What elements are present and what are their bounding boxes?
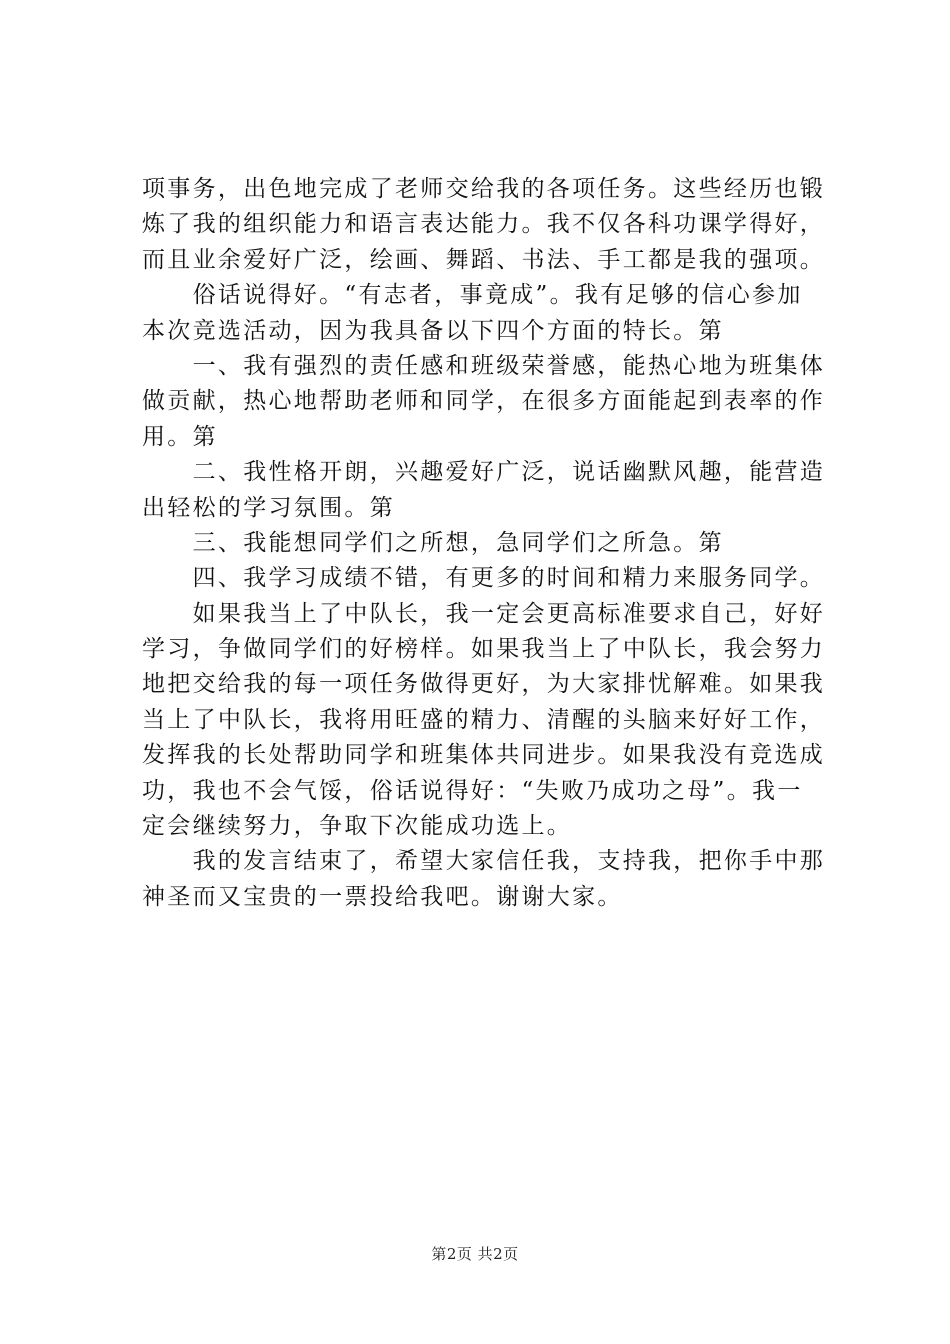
text-line: 俗话说得好。“有志者，事竟成”。我有足够的信心参加 — [142, 282, 803, 309]
text-line: 而且业余爱好广泛，绘画、舞蹈、书法、手工都是我的强项。 — [142, 246, 826, 273]
text-line: 神圣而又宝贵的一票投给我吧。谢谢大家。 — [142, 883, 623, 910]
text-line: 定会继续努力，争取下次能成功选上。 — [142, 813, 573, 840]
text-line: 发挥我的长处帮助同学和班集体共同进步。如果我没有竞选成 — [142, 742, 826, 769]
text-line: 我的发言结束了，希望大家信任我，支持我，把你手中那 — [142, 848, 826, 875]
page-number-footer: 第2页 共2页 — [431, 1245, 519, 1263]
text-line: 三、我能想同学们之所想，急同学们之所急。第 — [142, 529, 724, 556]
text-line: 项事务，出色地完成了老师交给我的各项任务。这些经历也锻 — [142, 176, 826, 202]
text-line: 一、我有强烈的责任感和班级荣誉感，能热心地为班集体 — [142, 352, 826, 379]
document-body — [142, 172, 826, 915]
text-line: 当上了中队长，我将用旺盛的精力、清醒的头脑来好好工作， — [142, 706, 826, 733]
text-line: 二、我性格开朗，兴趣爱好广泛，说话幽默风趣，能营造 — [142, 459, 826, 486]
text-line: 四、我学习成绩不错，有更多的时间和精力来服务同学。 — [142, 565, 826, 592]
text-line: 做贡献，热心地帮助老师和同学，在很多方面能起到表率的作 — [142, 388, 826, 415]
text-line: 本次竞选活动，因为我具备以下四个方面的特长。第 — [142, 317, 724, 344]
text-line: 学习，争做同学们的好榜样。如果我当上了中队长，我会努力 — [142, 636, 826, 663]
text-line: 出轻松的学习氛围。第 — [142, 494, 395, 521]
text-line: 如果我当上了中队长，我一定会更高标准要求自己，好好 — [142, 600, 826, 627]
text-line: 用。第 — [142, 423, 218, 450]
text-line: 地把交给我的每一项任务做得更好，为大家排忧解难。如果我 — [142, 671, 826, 698]
text-line: 炼了我的组织能力和语言表达能力。我不仅各科功课学得好， — [142, 211, 826, 238]
text-line: 功，我也不会气馁，俗话说得好：“失败乃成功之母”。我一 — [142, 777, 803, 804]
